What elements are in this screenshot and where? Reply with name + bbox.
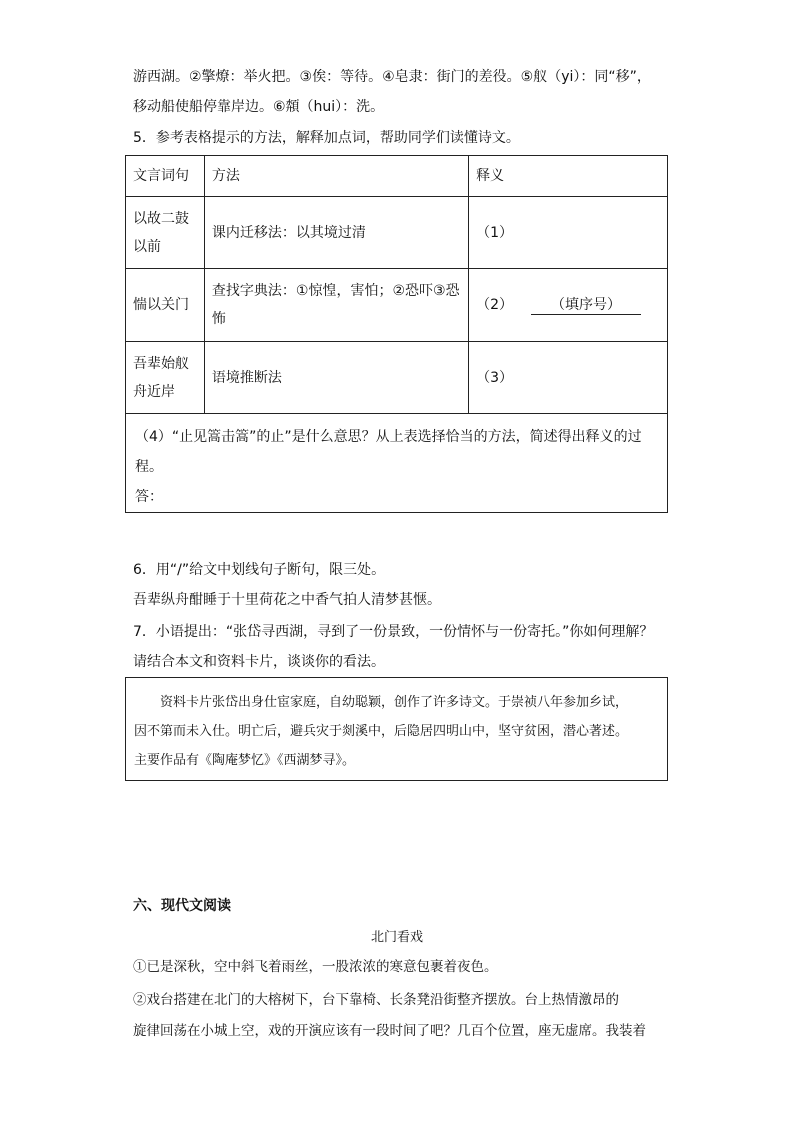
- table-header-cell: 文言词句: [126, 156, 205, 197]
- question-7-prompt-2: 请结合本文和资料卡片，谈谈你的看法。: [133, 654, 385, 670]
- intro-line-2: 移动船使船停靠岸边。⑥頮（hui）：洗。: [133, 99, 385, 115]
- answer-cell[interactable]: [469, 269, 668, 342]
- article-paragraph: ①已是深秋，空中斜飞着雨丝，一股浓浓的寒意包裹着夜色。: [133, 959, 498, 975]
- method-cell: 课内迁移法：以其境过清: [204, 197, 468, 269]
- table-header-row: [126, 156, 668, 197]
- reference-card: [125, 677, 668, 781]
- card-line: 因不第而未入仕。明亡后，避兵灾于剡溪中，后隐居四明山中，坚守贫困，潜心著述。: [134, 724, 629, 739]
- table-header-cell: 释义: [469, 156, 668, 197]
- question-6-sentence: 吾辈纵舟酣睡于十里荷花之中香气拍人清梦甚惬。: [133, 592, 441, 608]
- table-row: [126, 197, 668, 269]
- answer-cell[interactable]: （3）: [469, 342, 668, 414]
- answer-cell[interactable]: （1）: [469, 197, 668, 269]
- table-row: [126, 342, 668, 414]
- section-title: 六、现代文阅读: [133, 898, 231, 914]
- question-5-prompt: 5．参考表格提示的方法，解释加点词，帮助同学们读懂诗文。: [133, 130, 520, 146]
- phrase-cell: 惴以关门: [126, 269, 205, 342]
- method-cell: 语境推断法: [204, 342, 468, 414]
- method-table: [125, 155, 668, 513]
- article-paragraph: 旋律回荡在小城上空，戏的开演应该有一段时间了吧？几百个位置，座无虚席。我装着: [133, 1023, 646, 1039]
- article-title: 北门看戏: [370, 930, 423, 945]
- method-cell: 查找字典法：①惊惶，害怕；②恐吓③恐怖: [204, 269, 468, 342]
- phrase-cell: 吾辈始舣舟近岸: [126, 342, 205, 414]
- footer-question: （4）“止见篙击篙”的止”是什么意思？从上表选择恰当的方法，简述得出释义的过程。: [135, 429, 642, 475]
- footer-answer-label: 答：: [135, 489, 163, 505]
- card-line: 主要作品有《陶庵梦忆》《西湖梦寻》。: [134, 753, 356, 768]
- table-footer-row: [126, 414, 668, 513]
- answer-number: （2）: [476, 297, 513, 313]
- fill-blank[interactable]: （填序号）: [531, 296, 641, 315]
- question-6-prompt: 6．用“/”给文中划线句子断句，限三处。: [133, 562, 386, 578]
- table-row: [126, 269, 668, 342]
- card-line: 资料卡片张岱出身仕宦家庭，自幼聪颖，创作了许多诗文。于崇祯八年参加乡试，: [160, 695, 629, 710]
- table-header-cell: 方法: [204, 156, 468, 197]
- question-7-prompt-1: 7．小语提出：“张岱寻西湖，寻到了一份景致，一份情怀与一份寄托。”你如何理解？: [133, 624, 654, 640]
- footer-cell[interactable]: [126, 414, 668, 513]
- article-paragraph: ②戏台搭建在北门的大榕树下，台下靠椅、长条凳沿街整齐摆放。台上热情激昂的: [133, 992, 619, 1008]
- phrase-cell: 以故二鼓以前: [126, 197, 205, 269]
- intro-line-1: 游西湖。②擎燎：举火把。③俟：等待。④皂隶：街门的差役。⑤舣（yi）：同“移”，: [133, 69, 651, 85]
